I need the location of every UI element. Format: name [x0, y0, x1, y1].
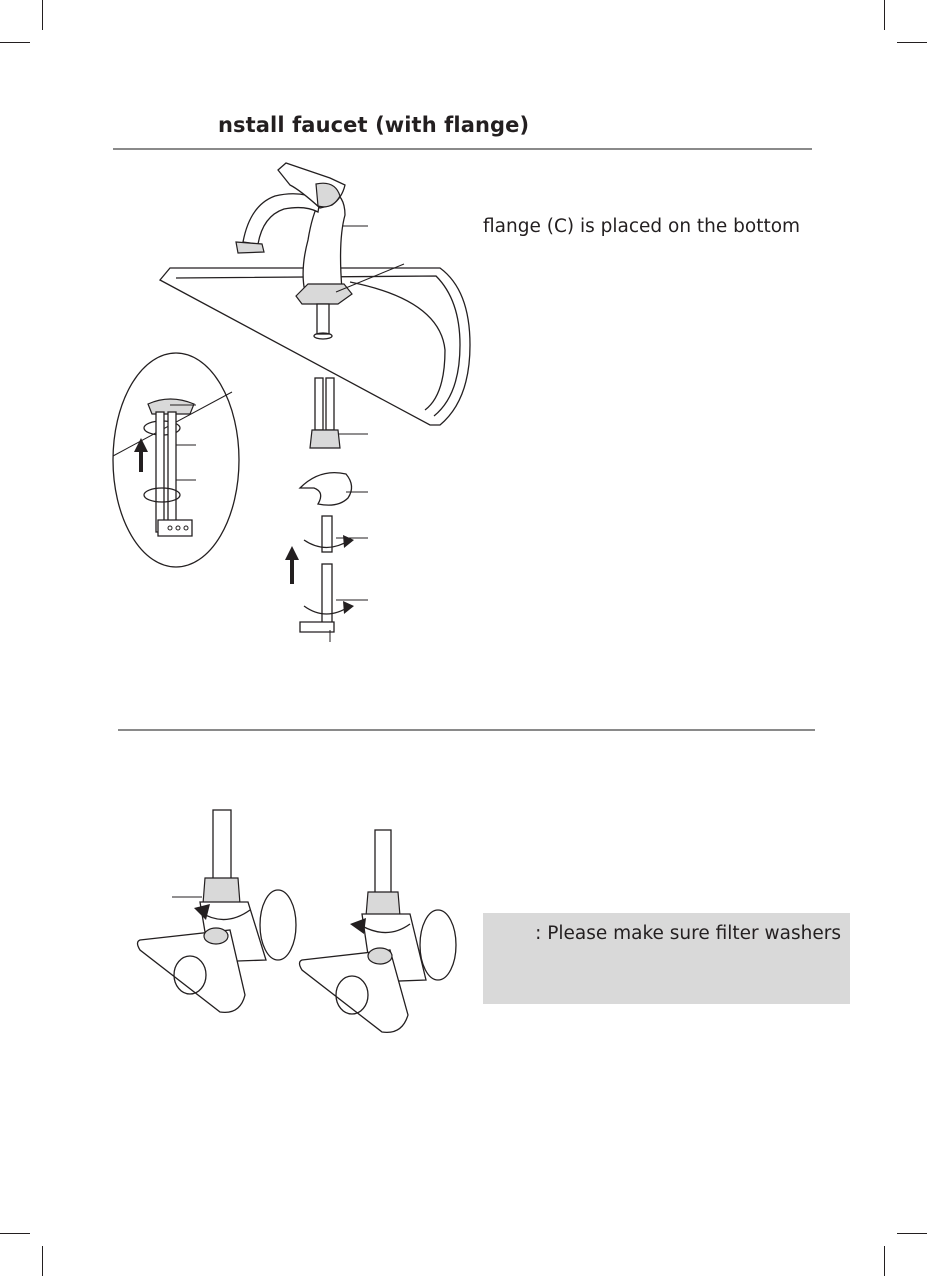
angle-valve-illustration — [300, 830, 457, 1032]
detail-callout-illustration — [113, 353, 239, 567]
up-arrow-icon — [285, 546, 299, 584]
crop-mark-bottom-right-v — [884, 1246, 885, 1276]
filter-washer-note: : Please make sure filter washers — [535, 923, 841, 944]
angle-valve-illustration — [138, 810, 297, 1012]
step-title: nstall faucet (with flange) — [218, 113, 530, 137]
crop-mark-bottom-left-h — [0, 1233, 30, 1234]
flange-instruction-text: flange (C) is placed on the bottom — [483, 216, 801, 237]
section-divider-bottom — [118, 729, 815, 731]
crop-mark-bottom-right-h — [897, 1233, 927, 1234]
crop-mark-bottom-left-v — [42, 1246, 43, 1276]
note-box — [483, 913, 850, 1004]
mounting-hardware-illustration — [285, 378, 368, 642]
